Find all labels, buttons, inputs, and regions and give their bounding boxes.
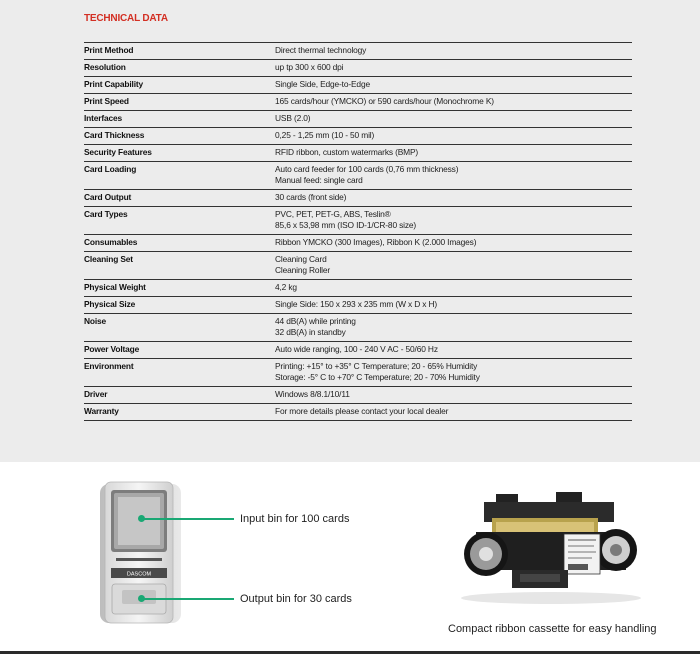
spec-value-line: Single Side: 150 x 293 x 235 mm (W x D x H) — [275, 299, 438, 309]
spec-label: Warranty — [84, 406, 119, 416]
spec-value — [275, 342, 632, 359]
spec-label: Driver — [84, 389, 108, 399]
spec-label: Cleaning Set — [84, 254, 133, 264]
input-bin-label: Input bin for 100 cards — [240, 513, 350, 525]
spec-value-line: For more details please contact your local dealer — [275, 406, 449, 416]
spec-value-line: Ribbon YMCKO (300 Images), Ribbon K (2.000 Images) — [275, 237, 477, 247]
spec-value — [275, 60, 632, 77]
spec-value-line: 44 dB(A) while printing — [275, 316, 356, 326]
spec-value-line: Cleaning Card — [275, 254, 327, 264]
spec-value-line: Manual feed: single card — [275, 175, 363, 185]
printer-brand-text: DASCOM — [126, 571, 152, 578]
spec-label: Print Capability — [84, 79, 144, 89]
spec-label: Card Types — [84, 209, 128, 219]
spec-row — [84, 128, 632, 145]
spec-value-line: Storage: -5° C to +70° C Temperature; 20 - 70% Humidity — [275, 372, 480, 382]
spec-value — [275, 162, 632, 190]
spec-value-line: Auto wide ranging, 100 - 240 V AC - 50/60 Hz — [275, 344, 438, 354]
spec-row — [84, 359, 632, 387]
spec-row — [84, 190, 632, 207]
spec-label: Physical Size — [84, 299, 136, 309]
spec-label: Power Voltage — [84, 344, 140, 354]
spec-table-body — [84, 43, 632, 421]
spec-label: Interfaces — [84, 113, 123, 123]
spec-label: Card Thickness — [84, 130, 145, 140]
spec-row — [84, 387, 632, 404]
spec-value-line: PVC, PET, PET-G, ABS, Teslin® — [275, 209, 391, 219]
spec-label: Card Loading — [84, 164, 137, 174]
spec-row — [84, 207, 632, 235]
spec-row — [84, 60, 632, 77]
spec-value-line: Single Side, Edge-to-Edge — [275, 79, 370, 89]
spec-value-line: 165 cards/hour (YMCKO) or 590 cards/hour (Monochrome K) — [275, 96, 494, 106]
spec-value — [275, 252, 632, 280]
spec-value — [275, 314, 632, 342]
spec-value — [275, 359, 632, 387]
spec-value-line: 85,6 x 53,98 mm (ISO ID-1/CR-80 size) — [275, 220, 417, 230]
spec-label: Resolution — [84, 62, 126, 72]
spec-label: Consumables — [84, 237, 138, 247]
spec-row — [84, 297, 632, 314]
spec-value — [275, 297, 632, 314]
spec-row — [84, 43, 632, 60]
spec-value — [275, 190, 632, 207]
spec-row — [84, 404, 632, 421]
spec-row — [84, 342, 632, 359]
spec-value-line: 4,2 kg — [275, 282, 297, 292]
spec-value — [275, 207, 632, 235]
spec-value — [275, 77, 632, 94]
spec-table — [84, 42, 632, 421]
spec-value — [275, 280, 632, 297]
spec-row — [84, 235, 632, 252]
spec-label: Print Speed — [84, 96, 129, 106]
spec-value — [275, 387, 632, 404]
spec-value-line: Cleaning Roller — [275, 265, 331, 275]
spec-value — [275, 128, 632, 145]
spec-row — [84, 77, 632, 94]
spec-value-line: Windows 8/8.1/10/11 — [275, 389, 350, 399]
spec-value — [275, 94, 632, 111]
spec-value-line: 32 dB(A) in standby — [275, 327, 346, 337]
spec-value — [275, 235, 632, 252]
spec-value-line: RFID ribbon, custom watermarks (BMP) — [275, 147, 419, 157]
card-printer-image — [98, 480, 183, 625]
spec-row — [84, 94, 632, 111]
spec-row — [84, 145, 632, 162]
spec-value — [275, 43, 632, 60]
spec-label: Environment — [84, 361, 134, 371]
output-bin-label: Output bin for 30 cards — [240, 593, 352, 605]
section-title: TECHNICAL DATA — [84, 13, 168, 24]
spec-label: Card Output — [84, 192, 132, 202]
spec-value-line: 30 cards (front side) — [275, 192, 347, 202]
spec-value — [275, 404, 632, 421]
ribbon-caption: Compact ribbon cassette for easy handling — [448, 623, 657, 635]
spec-label: Noise — [84, 316, 107, 326]
spec-label: Security Features — [84, 147, 152, 157]
ribbon-cassette-image — [456, 488, 646, 606]
spec-row — [84, 280, 632, 297]
spec-value — [275, 111, 632, 128]
spec-value-line: up tp 300 x 600 dpi — [275, 62, 344, 72]
spec-label: Print Method — [84, 45, 134, 55]
spec-value-line: Auto card feeder for 100 cards (0,76 mm thickness) — [275, 164, 459, 174]
spec-row — [84, 162, 632, 190]
spec-value — [275, 145, 632, 162]
spec-value-line: 0,25 - 1,25 mm (10 - 50 mil) — [275, 130, 375, 140]
spec-row — [84, 111, 632, 128]
spec-value-line: Printing: +15° to +35° C Temperature; 20 - 65% Humidity — [275, 361, 478, 371]
output-bin-line — [142, 598, 234, 600]
spec-label: Physical Weight — [84, 282, 146, 292]
input-bin-line — [142, 518, 234, 520]
spec-row — [84, 314, 632, 342]
spec-row — [84, 252, 632, 280]
spec-value-line: Direct thermal technology — [275, 45, 367, 55]
spec-value-line: USB (2.0) — [275, 113, 311, 123]
